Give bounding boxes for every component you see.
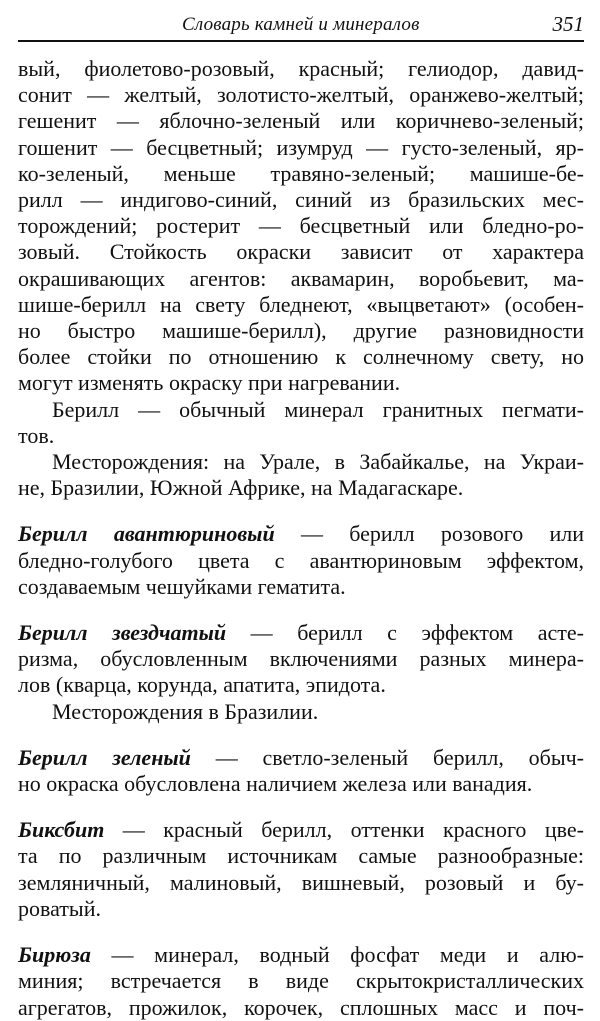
text-line: агрегатов, прожилок, корочек, сплошных масс и поч- xyxy=(18,994,584,1020)
text-line: рилл — индигово-синий, синий из бразильских мес- xyxy=(18,187,584,213)
text-line: но быстро машише-берилл), другие разновидности xyxy=(18,318,584,344)
entry-term: Берилл звездчатый xyxy=(18,620,227,646)
text-line: лов (кварца, корунда, апатита, эпидота. xyxy=(18,672,386,698)
paragraph-beryl-deposits xyxy=(18,449,584,501)
text-line: вый, фиолетово-розовый, красный; гелиодор, давид- xyxy=(18,56,584,81)
text-line: гешенит — яблочно-зеленый или коричнево-зеленый; xyxy=(18,108,584,134)
text-line: бледно-голубого цвета с авантюриновым эффектом, xyxy=(18,547,584,573)
entry-bixbite xyxy=(18,817,584,922)
text-line: — светло-зеленый берилл, обыч- xyxy=(190,744,585,770)
entry-term: Берилл зеленый xyxy=(18,744,191,770)
text-line: торождений; ростерит — бесцветный или бледно-ро- xyxy=(18,213,584,239)
running-header xyxy=(18,8,584,42)
text-line: ризма, обусловленным включениями разных минера- xyxy=(18,646,584,672)
text-line: сонит — желтый, золотисто-желтый, оранжево-желтый; xyxy=(18,82,584,108)
text-line: земляничный, малиновый, вишневый, розовый и бу- xyxy=(18,869,584,895)
text-line: — берилл с эффектом асте- xyxy=(226,620,584,646)
entry-beryl-star xyxy=(18,620,584,725)
page-body xyxy=(18,56,584,1021)
paragraph-beryl-varieties xyxy=(18,56,584,397)
text-line: ко-зеленый, меньше травяно-зеленый; машише-бе- xyxy=(18,160,584,186)
text-line: шише-берилл на свету бледнеют, «выцветают» (особен- xyxy=(18,291,584,317)
entry-term: Бирюза xyxy=(18,942,91,968)
text-line: — минерал, водный фосфат меди и алю- xyxy=(90,942,584,968)
entry-term: Биксбит xyxy=(18,817,105,843)
text-line: — красный берилл, оттенки красного цве- xyxy=(104,817,584,843)
page-number: 351 xyxy=(552,12,584,36)
entry-turquoise xyxy=(18,942,584,1021)
text-line: миния; встречается в виде скрытокристаллических xyxy=(18,968,584,994)
text-line: та по различным источникам самые разнообразные: xyxy=(18,843,584,869)
text-line: роватый. xyxy=(18,895,101,921)
text-line: Месторождения: на Урале, в Забайкалье, на Украи- xyxy=(52,449,584,475)
text-line: могут изменять окраску при нагревании. xyxy=(18,370,401,396)
entry-beryl-aventurine xyxy=(18,521,584,600)
text-line: гошенит — бесцветный; изумруд — густо-зеленый, яр- xyxy=(18,134,584,160)
entry-beryl-green xyxy=(18,745,584,797)
text-line: Берилл — обычный минерал гранитных пегмати- xyxy=(52,396,584,422)
text-line: создаваемым чешуйками гематита. xyxy=(18,573,346,599)
text-line: тов. xyxy=(18,422,55,448)
text-line: зовый. Стойкость окраски зависит от характера xyxy=(18,239,584,265)
text-line: окрашивающих агентов: аквамарин, воробьевит, ма- xyxy=(18,265,584,291)
running-title: Словарь камней и минералов xyxy=(182,14,420,35)
paragraph-beryl-common xyxy=(18,397,584,449)
text-line: — берилл розового или xyxy=(274,521,584,547)
text-line: но окраска обусловлена наличием железа или ванадия. xyxy=(18,771,533,797)
text-line: не, Бразилии, Южной Африке, на Мадагаскаре. xyxy=(18,475,464,501)
text-line: более стойки по отношению к солнечному свету, но xyxy=(18,344,584,370)
entry-term: Берилл авантюриновый xyxy=(18,521,275,547)
text-line: Месторождения в Бразилии. xyxy=(52,698,319,724)
